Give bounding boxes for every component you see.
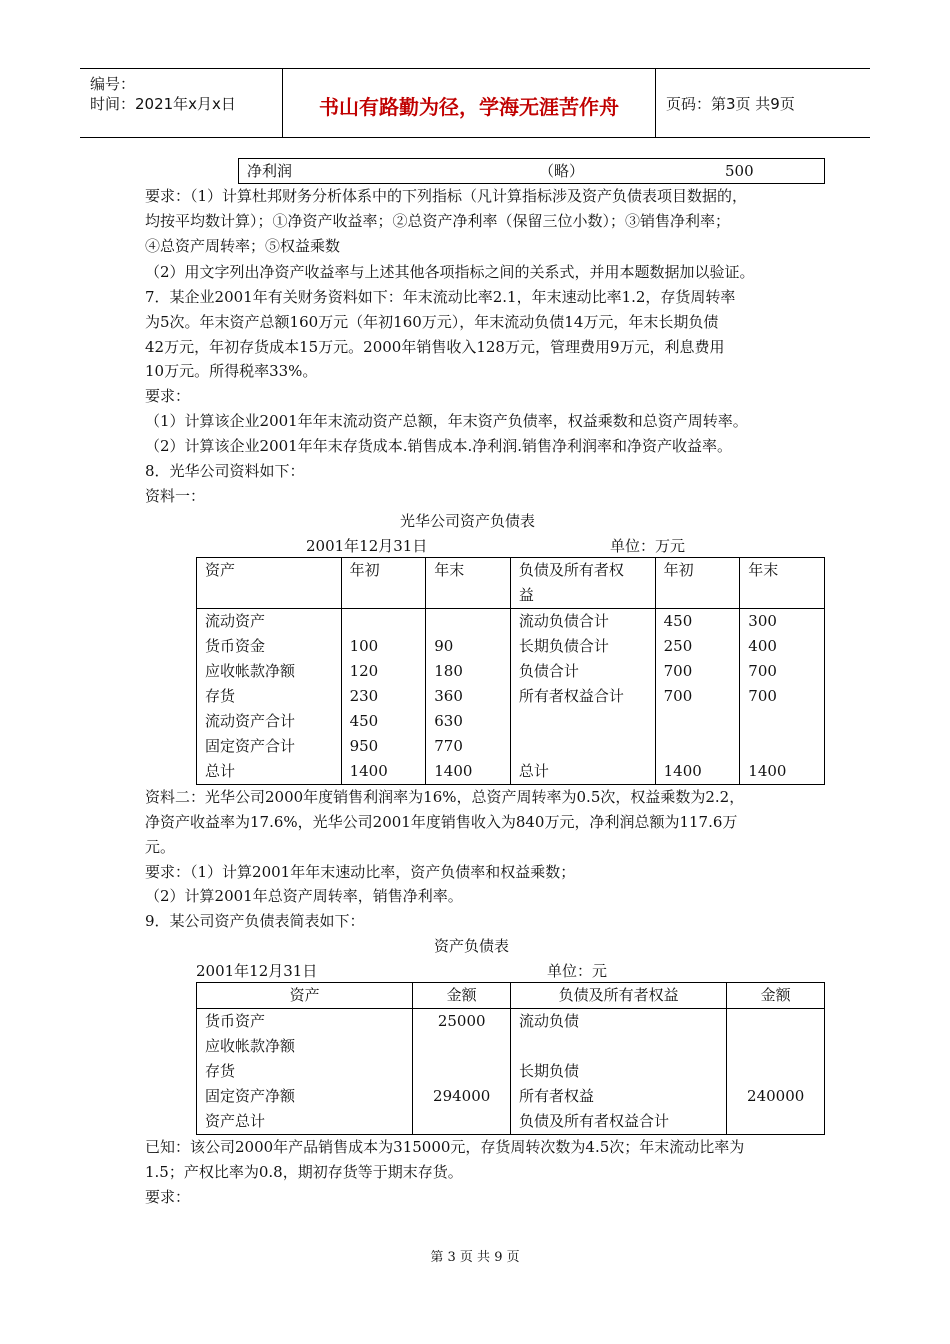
header-motto: 书山有路勤为径，学海无涯苦作舟: [319, 95, 619, 119]
doc-date: 时间：2021年x月x日: [90, 95, 236, 113]
balance-sheet-summary: [196, 982, 825, 1135]
text-line: 要求：: [145, 387, 191, 405]
text-line: 要求：（1）计算2001年年末速动比率，资产负债率和权益乘数；: [145, 863, 576, 881]
header-center-cell: [283, 69, 656, 137]
text-line: 10万元。所得税率33%。: [145, 362, 318, 380]
header-assets: 资产: [197, 983, 413, 1009]
net-profit-table: [238, 158, 825, 184]
liabilities-column: 流动负债合计 长期负债合计 负债合计 所有者权益合计 总计: [510, 609, 655, 785]
table-header-row: [197, 983, 825, 1009]
table-body-row: [197, 609, 825, 785]
assets-column: 货币资产 应收帐款净额 存货 固定资产净额 资产总计: [197, 1009, 413, 1135]
header-liabilities: 负债及所有者权 益: [510, 558, 655, 609]
assets-amount-column: 25000 294000: [413, 1009, 511, 1135]
net-profit-cell: [239, 159, 825, 184]
header-end-2: 年末: [740, 558, 825, 609]
table-header-row: [197, 558, 825, 609]
assets-column: 流动资产 货币资金 应收帐款净额 存货 流动资产合计 固定资产合计 总计: [197, 609, 342, 785]
table-body-row: [197, 1009, 825, 1135]
text-line: （1）计算该企业2001年年末流动资产总额，年末资产负债率，权益乘数和总资产周转率。: [145, 412, 748, 430]
header-left-cell: [80, 69, 283, 137]
text-line: （2）计算该企业2001年年末存货成本.销售成本.净利润.销售净利润率和净资产收益率。: [145, 437, 733, 455]
header-begin-2: 年初: [655, 558, 740, 609]
net-profit-value: 500: [725, 162, 754, 180]
assets-end-column: 90 180 360 630 770 1400: [426, 609, 511, 785]
table1-unit: 单位：万元: [610, 537, 686, 555]
liabilities-amount-column: 240000: [727, 1009, 825, 1135]
doc-number: 编号：: [90, 75, 136, 93]
header-liabilities: 负债及所有者权益: [510, 983, 726, 1009]
text-line: 9．某公司资产负债表简表如下：: [145, 912, 365, 930]
assets-begin-column: 100 120 230 450 950 1400: [341, 609, 426, 785]
table2-unit: 单位：元: [547, 962, 608, 980]
header-begin: 年初: [341, 558, 426, 609]
text-line: 为5次。年末资产总额160万元（年初160万元），年末流动负债14万元，年末长期负债: [145, 313, 719, 331]
text-line: 7．某企业2001年有关财务资料如下：年末流动比率2.1，年末速动比率1.2，存货周转率: [145, 288, 736, 306]
page-footer: 第 3 页 共 9 页: [430, 1250, 520, 1265]
header-amount-2: 金额: [727, 983, 825, 1009]
header-assets: 资产: [197, 558, 342, 609]
liabilities-end-column: 300 400 700 700 1400: [740, 609, 825, 785]
text-line: （2）计算2001年总资产周转率，销售净利率。: [145, 887, 463, 905]
text-line: 资料一：: [145, 487, 206, 505]
header-page-label: 页码：第3页 共9页: [666, 95, 795, 113]
text-line: 已知：该公司2000年产品销售成本为315000元，存货周转次数为4.5次；年末流动比率为: [145, 1138, 745, 1156]
table1-date: 2001年12月31日: [306, 537, 428, 555]
table1-title: 光华公司资产负债表: [400, 512, 536, 530]
text-line: 42万元，年初存货成本15万元。2000年销售收入128万元，管理费用9万元，利息费用: [145, 338, 725, 356]
table-row: [239, 159, 825, 184]
text-line: 均按平均数计算）；①净资产收益率；②总资产净利率（保留三位小数）；③销售净利率；: [145, 212, 731, 230]
liabilities-begin-column: 450 250 700 700 1400: [655, 609, 740, 785]
header-right-cell: [656, 69, 870, 137]
text-line: 净资产收益率为17.6%，光华公司2001年度销售收入为840万元，净利润总额为117.6万: [145, 813, 738, 831]
text-line: 要求：（1）计算杜邦财务分析体系中的下列指标（凡计算指标涉及资产负债表项目数据的，: [145, 187, 748, 205]
text-line: 1.5；产权比率为0.8，期初存货等于期末存货。: [145, 1163, 463, 1181]
table2-title: 资产负债表: [434, 937, 510, 955]
header-end: 年末: [426, 558, 511, 609]
liabilities-column: 流动负债 长期负债 所有者权益 负债及所有者权益合计: [510, 1009, 726, 1135]
guanghua-balance-sheet: [196, 557, 825, 785]
text-line: 8．光华公司资料如下：: [145, 462, 305, 480]
page-header: [80, 68, 870, 138]
net-profit-label: 净利润: [247, 162, 293, 180]
text-line: 元。: [145, 838, 176, 856]
text-line: 要求：: [145, 1188, 191, 1206]
text-line: ④总资产周转率；⑤权益乘数: [145, 237, 341, 255]
table2-date: 2001年12月31日: [196, 962, 318, 980]
net-profit-mid: （略）: [539, 162, 585, 180]
text-line: （2）用文字列出净资产收益率与上述其他各项指标之间的关系式，并用本题数据加以验证。: [145, 263, 755, 281]
text-line: 资料二：光华公司2000年度销售利润率为16%，总资产周转率为0.5次，权益乘数为2.2，: [145, 788, 745, 806]
header-amount: 金额: [413, 983, 511, 1009]
